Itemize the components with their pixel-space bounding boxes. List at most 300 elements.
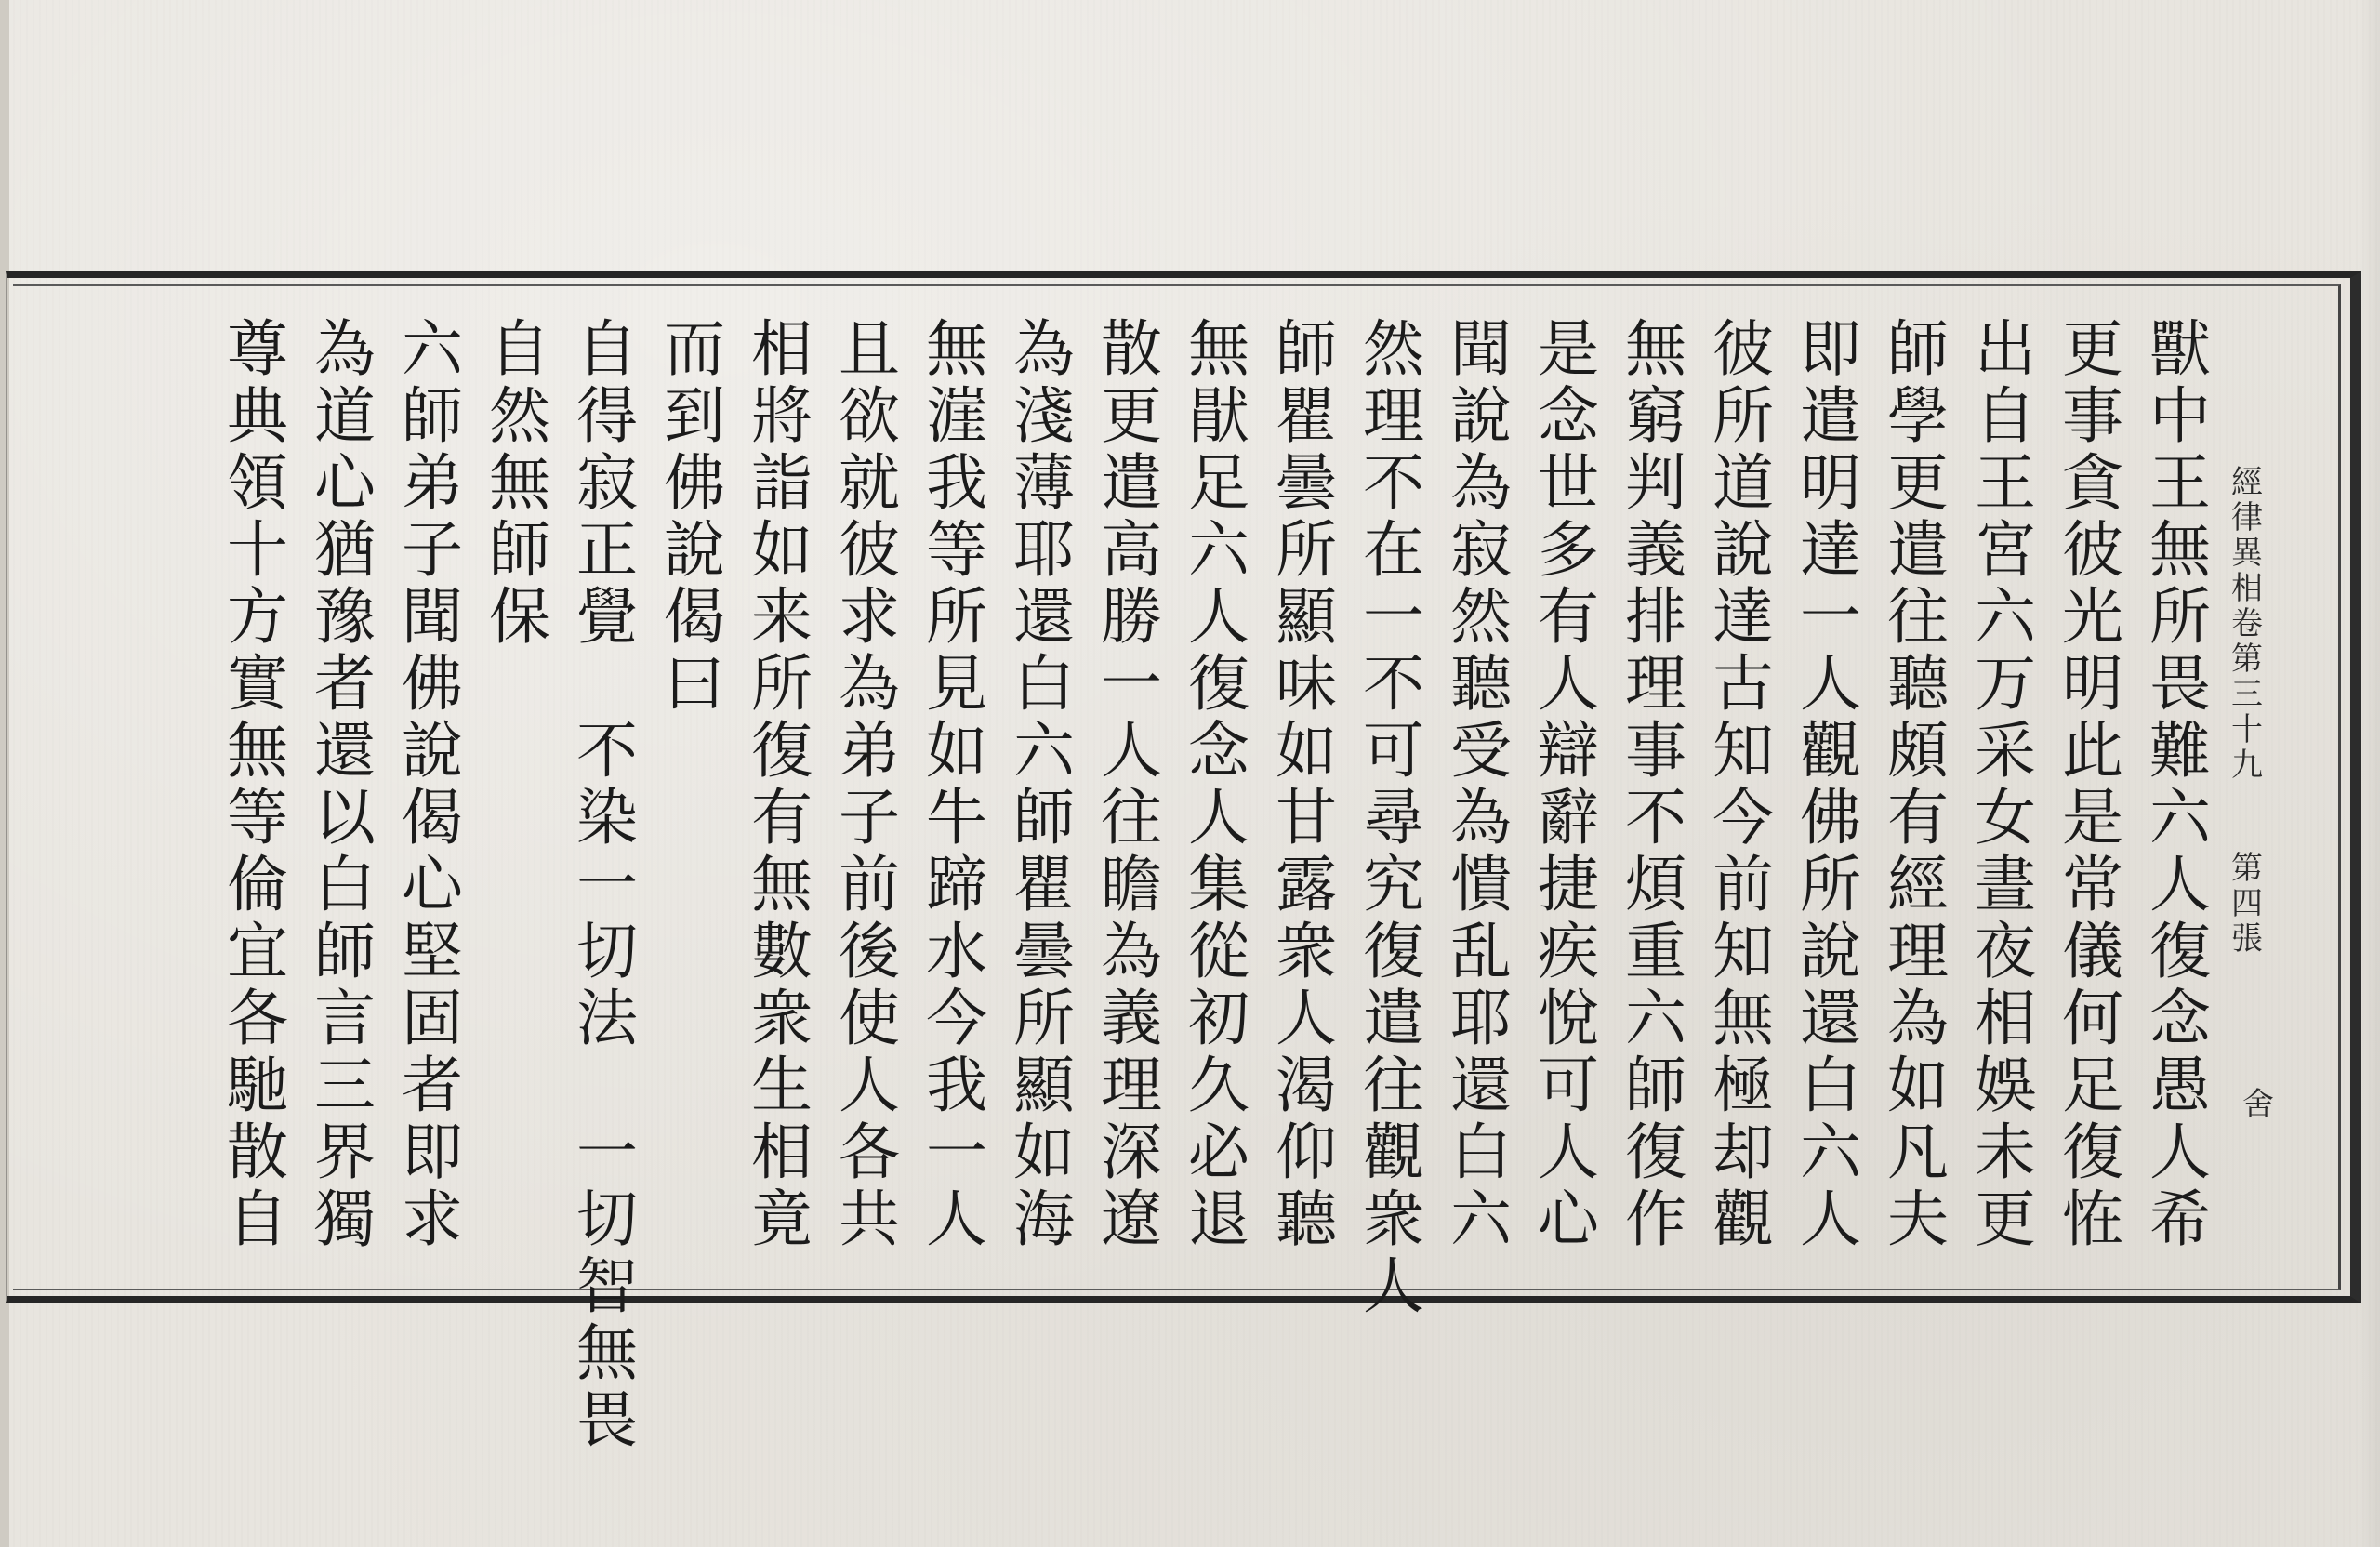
character: 煩 [1625,849,1686,920]
text-column [469,313,571,653]
character: 且 [839,313,900,385]
text-column [2042,313,2144,1255]
character: 散 [227,1117,288,1188]
character: 無 [926,313,987,385]
character: 是 [2062,782,2123,853]
character: 復 [1188,648,1250,720]
character: 無 [751,849,813,920]
text-column [1867,313,1969,1255]
character: 自 [489,313,550,385]
character: 顯 [1276,581,1337,653]
character: 一 [576,1117,638,1188]
character: 夫 [1887,1183,1949,1255]
character: 豫 [314,581,376,653]
character: 寂 [1450,514,1512,586]
character: 渴 [1276,1050,1337,1121]
character: 窮 [1625,380,1686,452]
character: 如 [1013,1117,1075,1188]
character: 師 [314,916,376,987]
character: 遣 [1363,983,1424,1054]
character: 說 [1450,380,1512,452]
character: 復 [2062,1117,2123,1188]
text-column [1255,313,1357,1255]
character: 今 [926,983,987,1054]
character: 人 [2149,1117,2211,1188]
character: 理 [1887,916,1949,987]
margin-glyph: 相 [2231,570,2263,607]
character: 就 [839,447,900,519]
character: 宮 [1975,514,2036,586]
character: 万 [1975,648,2036,720]
character: 將 [751,380,813,452]
character: 彼 [1712,313,1774,385]
character: 六 [1188,514,1250,586]
character: 六 [1800,1117,1861,1188]
character: 足 [2062,1050,2123,1121]
character: 我 [926,447,987,519]
character: 染 [576,782,638,853]
character: 遣 [1800,380,1861,452]
character: 人 [1188,782,1250,853]
character: 不 [576,715,638,787]
character: 為 [839,648,900,720]
character: 無 [576,1317,638,1389]
character: 切 [576,916,638,987]
character: 人 [1800,1183,1861,1255]
character: 初 [1188,983,1250,1054]
character: 知 [1712,715,1774,787]
character: 倫 [227,849,288,920]
character: 堅 [402,916,463,987]
character: 何 [2062,983,2123,1054]
character: 夜 [1975,916,2036,987]
character: 我 [926,1050,987,1121]
character: 師 [1887,313,1949,385]
character: 還 [1800,983,1861,1054]
character: 偈 [402,782,463,853]
character: 重 [1625,916,1686,987]
character: 此 [2062,715,2123,787]
character: 所 [1013,983,1075,1054]
character: 典 [227,380,288,452]
character: 等 [227,782,288,853]
character: 生 [751,1050,813,1121]
character: 理 [1101,1050,1162,1121]
character: 道 [314,380,376,452]
text-column [2129,313,2231,1255]
character: 所 [751,648,813,720]
character: 所 [2149,581,2211,653]
character: 師 [1625,1050,1686,1121]
character: 師 [402,380,463,452]
character: 瞿 [1013,849,1075,920]
character: 衆 [1363,1183,1424,1255]
text-column [381,313,483,1255]
character: 所 [1276,514,1337,586]
character: 有 [1538,581,1599,653]
character: 人 [2149,849,2211,920]
character: 理 [1363,380,1424,452]
character: 所 [926,581,987,653]
character: 恠 [2062,1183,2123,1255]
character: 聞 [402,581,463,653]
character: 畏 [2149,648,2211,720]
character: 人 [1276,983,1337,1054]
character: 作 [1625,1183,1686,1255]
character: 高 [1101,514,1162,586]
character: 牛 [926,782,987,853]
character: 即 [1800,313,1861,385]
character: 海 [1013,1183,1075,1255]
character: 深 [1101,1117,1162,1188]
character: 悅 [1538,983,1599,1054]
character: 王 [2149,447,2211,519]
character: 一 [1800,581,1861,653]
character: 念 [2149,983,2211,1054]
character: 然 [1450,581,1512,653]
character: 王 [1975,447,2036,519]
character: 知 [1712,916,1774,987]
character: 辭 [1538,782,1599,853]
character: 使 [839,983,900,1054]
character: 說 [1712,514,1774,586]
character: 極 [1712,1050,1774,1121]
character: 復 [1363,916,1424,987]
character: 儀 [2062,916,2123,987]
character: 還 [1450,1050,1512,1121]
character: 一 [1363,581,1424,653]
character: 子 [402,514,463,586]
character: 竟 [751,1183,813,1255]
character: 彼 [2062,514,2123,586]
character: 来 [751,581,813,653]
character: 耶 [1450,983,1512,1054]
character: 一 [576,849,638,920]
text-column [556,313,658,1456]
character: 相 [751,1117,813,1188]
character: 弟 [402,447,463,519]
text-column [294,313,396,1255]
character: 說 [1800,916,1861,987]
character: 往 [1363,1050,1424,1121]
character: 達 [1800,514,1861,586]
margin-glyph: 經 [2231,464,2263,501]
character: 觀 [1712,1183,1774,1255]
character: 而 [664,313,725,385]
character: 耶 [1013,514,1075,586]
character: 彼 [839,514,900,586]
character: 人 [1363,1250,1424,1322]
character: 遼 [1101,1183,1162,1255]
character: 如 [1887,1050,1949,1121]
character: 希 [2149,1183,2211,1255]
character: 法 [576,983,638,1054]
character: 捷 [1538,849,1599,920]
character: 猶 [314,514,376,586]
character: 曇 [1276,447,1337,519]
character: 娛 [1975,1050,2036,1121]
character: 蹄 [926,849,987,920]
character: 十 [227,514,288,586]
character: 觀 [1800,715,1861,787]
character: 無 [489,447,550,519]
character: 衆 [751,983,813,1054]
character: 人 [1538,1117,1599,1188]
character: 然 [489,380,550,452]
character: 事 [2062,380,2123,452]
character: 判 [1625,447,1686,519]
margin-glyph: 律 [2231,499,2263,536]
margin-glyph: 第 [2231,850,2263,887]
character: 尋 [1363,782,1424,853]
character: 佛 [664,447,725,519]
character: 不 [1363,648,1424,720]
text-column [906,313,1008,1255]
character: 更 [1975,1183,2036,1255]
margin-glyph: 第 [2231,641,2263,678]
character: 說 [664,514,725,586]
character: 仰 [1276,1117,1337,1188]
character: 未 [1975,1117,2036,1188]
character: 無 [1625,313,1686,385]
character: 然 [1363,313,1424,385]
character: 辯 [1538,715,1599,787]
character: 共 [839,1183,900,1255]
character: 乱 [1450,916,1512,987]
character: 求 [839,581,900,653]
character: 一 [926,1117,987,1188]
character: 心 [1538,1183,1599,1255]
character: 心 [402,849,463,920]
character: 明 [2062,648,2123,720]
character: 從 [1188,916,1250,987]
character: 白 [314,849,376,920]
character: 聞 [1450,313,1512,385]
character: 還 [314,715,376,787]
character: 見 [926,648,987,720]
character: 佛 [1800,782,1861,853]
character: 畏 [576,1384,638,1456]
character: 為 [1450,447,1512,519]
character: 觀 [1363,1117,1424,1188]
character: 理 [1625,648,1686,720]
character: 子 [839,782,900,853]
fold-shadow [2360,0,2380,1547]
character: 足 [1188,447,1250,519]
character: 有 [751,782,813,853]
character: 方 [227,581,288,653]
character: 疾 [1538,916,1599,987]
character: 猒 [1188,380,1250,452]
character: 詣 [751,447,813,519]
character: 所 [1800,849,1861,920]
character: 今 [1712,782,1774,853]
character: 有 [1887,782,1949,853]
character: 女 [1975,782,2036,853]
character: 前 [1712,849,1774,920]
character: 無 [227,715,288,787]
character: 聽 [1276,1183,1337,1255]
character: 瞿 [1276,380,1337,452]
character: 難 [2149,715,2211,787]
character: 六 [402,313,463,385]
character: 義 [1101,983,1162,1054]
character: 相 [751,313,813,385]
character: 曰 [664,648,725,720]
character: 三 [314,1050,376,1121]
character: 水 [926,916,987,987]
character: 白 [1013,648,1075,720]
character: 弟 [839,715,900,787]
character: 如 [926,715,987,787]
character: 即 [402,1117,463,1188]
character: 六 [1975,581,2036,653]
character: 人 [926,1183,987,1255]
character: 衆 [1276,916,1337,987]
character: 白 [1450,1117,1512,1188]
character: 必 [1188,1117,1250,1188]
character: 各 [839,1117,900,1188]
character: 師 [1013,782,1075,853]
character: 馳 [227,1050,288,1121]
character: 數 [751,916,813,987]
character: 師 [489,514,550,586]
character: 憒 [1450,849,1512,920]
character: 保 [489,581,550,653]
character: 露 [1276,849,1337,920]
character: 是 [1538,313,1599,385]
character: 尊 [227,313,288,385]
character: 瞻 [1101,849,1162,920]
text-column [1692,313,1794,1255]
character: 更 [1887,447,1949,519]
character: 正 [576,514,638,586]
character: 自 [1975,380,2036,452]
text-column [1954,313,2056,1255]
character: 出 [1975,313,2036,385]
character: 固 [402,983,463,1054]
character: 人 [839,1050,900,1121]
character: 念 [1538,380,1599,452]
character: 為 [1450,782,1512,853]
character: 為 [1013,313,1075,385]
character: 言 [314,983,376,1054]
character: 受 [1450,715,1512,787]
character: 古 [1712,648,1774,720]
character: 復 [1625,1117,1686,1188]
character: 却 [1712,1117,1774,1188]
character: 佛 [402,648,463,720]
character: 達 [1712,581,1774,653]
character: 曇 [1013,916,1075,987]
character: 復 [751,715,813,787]
margin-glyph: 四 [2231,885,2263,922]
character: 六 [1625,983,1686,1054]
margin-glyph: 九 [2231,747,2263,784]
character: 貪 [2062,447,2123,519]
margin-glyph: 異 [2231,535,2263,572]
character: 退 [1188,1183,1250,1255]
text-column [1342,313,1445,1322]
character: 散 [1101,313,1162,385]
character: 漄 [926,380,987,452]
character: 集 [1188,849,1250,920]
text-column [1430,313,1532,1255]
character: 覺 [576,581,638,653]
character: 究 [1363,849,1424,920]
character: 聽 [1450,648,1512,720]
character: 學 [1887,380,1949,452]
character: 無 [1188,313,1250,385]
character: 不 [1625,782,1686,853]
margin-glyph: 三 [2231,676,2263,713]
character: 偈 [664,581,725,653]
character: 凡 [1887,1117,1949,1188]
column-space [556,651,658,718]
character: 切 [576,1183,638,1255]
character: 一 [1101,648,1162,720]
character: 前 [839,849,900,920]
character: 為 [314,313,376,385]
text-column [1605,313,1707,1255]
character: 獨 [314,1183,376,1255]
character: 界 [314,1117,376,1188]
character: 可 [1363,715,1424,787]
character: 相 [1975,983,2036,1054]
column-space [556,1052,658,1119]
text-column [818,313,920,1255]
character: 義 [1625,514,1686,586]
character: 說 [402,715,463,787]
character: 明 [1800,447,1861,519]
character: 愚 [2149,1050,2211,1121]
text-column [1168,313,1270,1255]
character: 寂 [576,447,638,519]
character: 往 [1101,782,1162,853]
character: 如 [751,514,813,586]
character: 遣 [1101,447,1162,519]
character: 者 [402,1050,463,1121]
character: 道 [1712,447,1774,519]
character: 勝 [1101,581,1162,653]
character: 往 [1887,581,1949,653]
character: 無 [2149,514,2211,586]
character: 獸 [2149,313,2211,385]
character: 六 [1450,1183,1512,1255]
character: 為 [1101,916,1162,987]
character: 晝 [1975,849,2036,920]
character: 排 [1625,581,1686,653]
character: 采 [1975,715,2036,787]
character: 者 [314,648,376,720]
character: 世 [1538,447,1599,519]
character: 久 [1188,1050,1250,1121]
character: 味 [1276,648,1337,720]
text-column [993,313,1095,1255]
margin-glyph: 十 [2231,711,2263,748]
character: 各 [227,983,288,1054]
character: 六 [2149,782,2211,853]
character: 事 [1625,715,1686,787]
character: 為 [1887,983,1949,1054]
character: 光 [2062,581,2123,653]
character: 在 [1363,514,1424,586]
character: 白 [1800,1050,1861,1121]
margin-glyph: 卷 [2231,605,2263,642]
character: 到 [664,380,725,452]
character: 智 [576,1250,638,1322]
character: 人 [1188,581,1250,653]
